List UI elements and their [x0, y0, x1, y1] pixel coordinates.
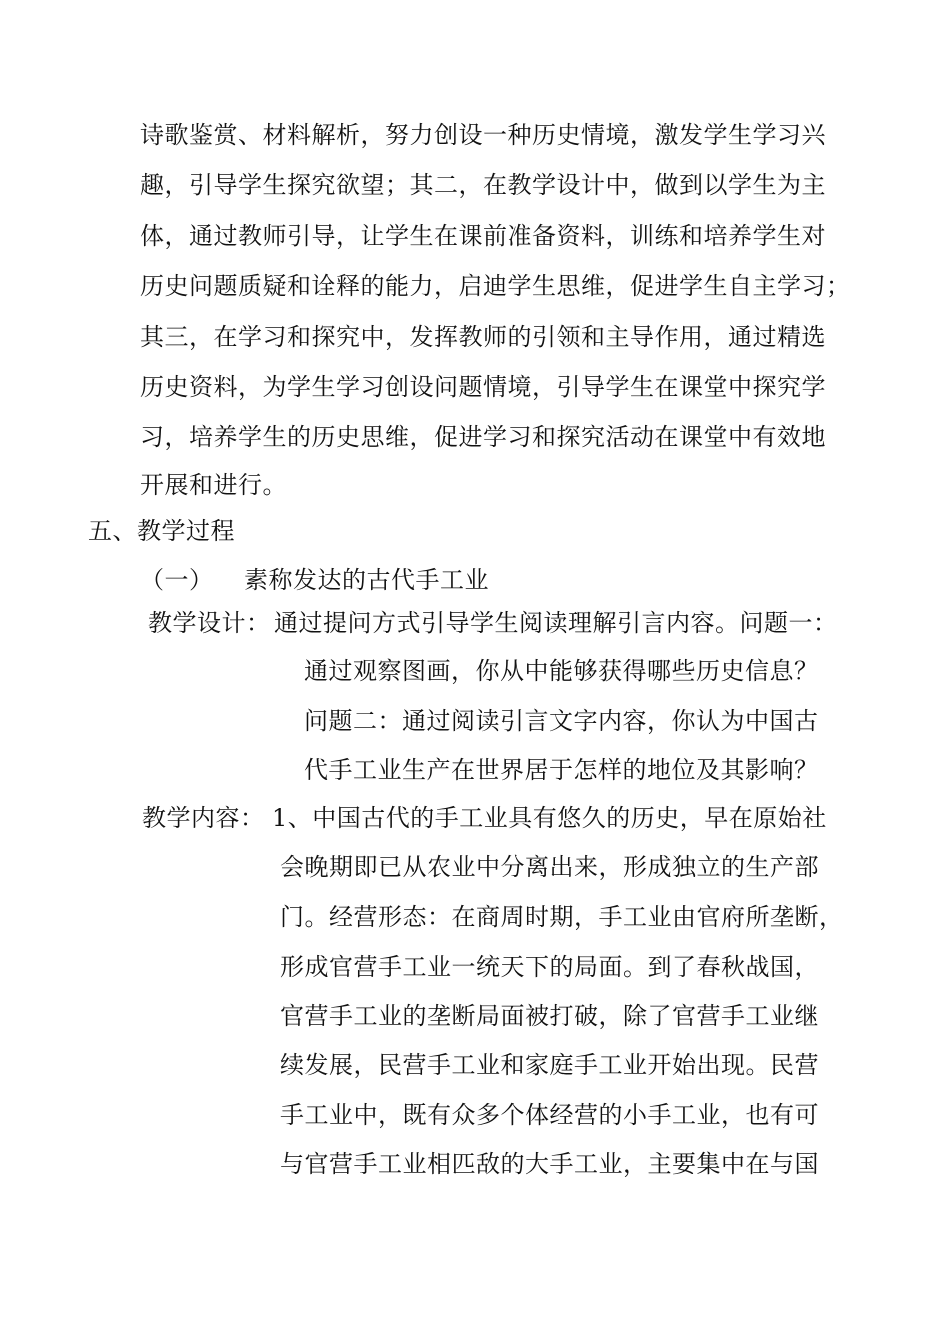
text-line: 通过提问方式引导学生阅读理解引言内容。问题一：: [274, 609, 838, 637]
text-line: 问题二：通过阅读引言文字内容，你认为中国古: [304, 707, 819, 735]
text-line: 趣，引导学生探究欲望；其二，在教学设计中，做到以学生为主: [140, 171, 826, 199]
text-line: 续发展，民营手工业和家庭手工业开始出现。民营: [280, 1051, 819, 1079]
text-line: 官营手工业的垄断局面被打破，除了官营手工业继: [280, 1002, 819, 1030]
text-line: 手工业中，既有众多个体经营的小手工业，也有可: [280, 1101, 819, 1129]
text-line: 开展和进行。: [140, 471, 287, 499]
text-line: 体，通过教师引导，让学生在课前准备资料，训练和培养学生对: [140, 222, 826, 250]
text-line: 门。经营形态：在商周时期，手工业由官府所垄断，: [280, 903, 844, 931]
text-line: 其三，在学习和探究中，发挥教师的引领和主导作用，通过精选: [140, 323, 826, 351]
text-line: 与官营手工业相匹敌的大手工业，主要集中在与国: [280, 1150, 819, 1178]
text-line: 会晚期即已从农业中分离出来，形成独立的生产部: [280, 853, 819, 881]
text-line: 通过观察图画，你从中能够获得哪些历史信息？: [304, 657, 819, 685]
text-line: 历史资料，为学生学习创设问题情境，引导学生在课堂中探究学: [140, 373, 826, 401]
text-line: 习，培养学生的历史思维，促进学习和探究活动在课堂中有效地: [140, 423, 826, 451]
subsection-title: 素称发达的古代手工业: [244, 566, 489, 594]
section-heading: 五、教学过程: [88, 517, 235, 545]
text-line: 代手工业生产在世界居于怎样的地位及其影响？: [304, 756, 819, 784]
text-line: 形成官营手工业一统天下的局面。到了春秋战国，: [280, 953, 819, 981]
teaching-content-label: 教学内容：: [142, 804, 265, 832]
teaching-design-label: 教学设计：: [148, 609, 271, 637]
text-line: 历史问题质疑和诠释的能力，启迪学生思维，促进学生自主学习；: [140, 272, 851, 300]
text-line: 1、中国古代的手工业具有悠久的历史，早在原始社: [272, 804, 827, 832]
subsection-number: （一）: [140, 566, 214, 594]
text-line: 诗歌鉴赏、材料解析，努力创设一种历史情境，激发学生学习兴: [140, 121, 826, 149]
